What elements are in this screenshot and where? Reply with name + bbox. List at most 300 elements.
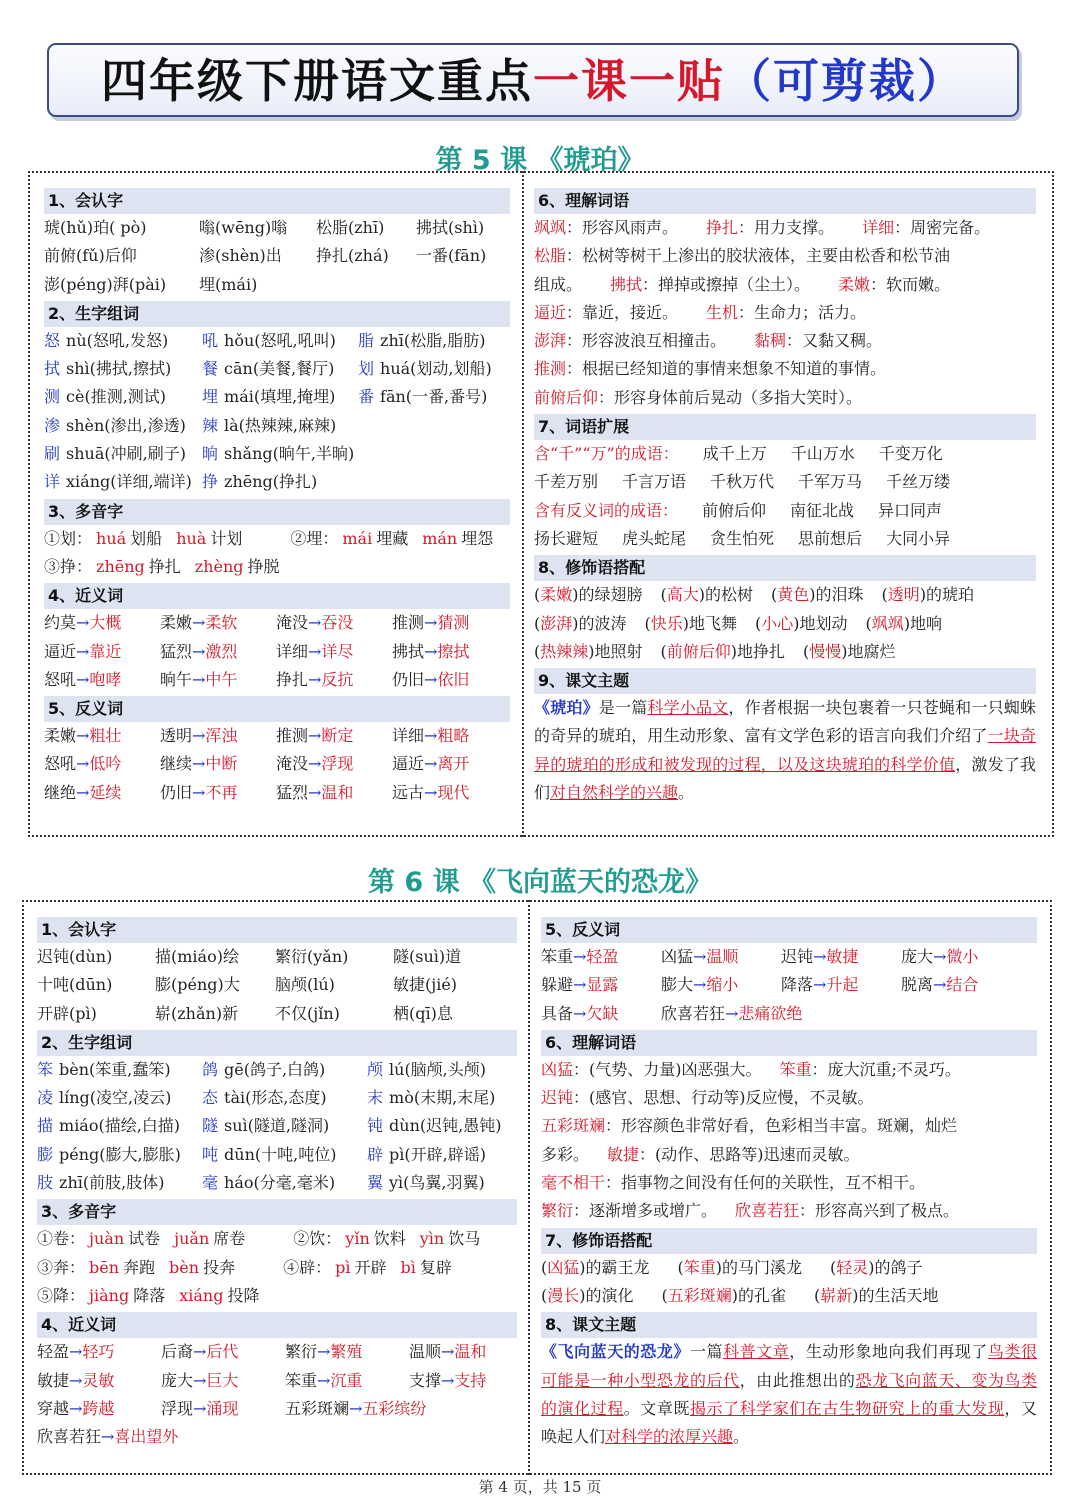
pinyin-words: yì(鸟翼,羽翼) xyxy=(389,1173,485,1193)
word: 详细 xyxy=(392,726,425,746)
pinyin-words: hǒu(怒吼,吼叫) xyxy=(224,330,336,350)
lesson6-divider xyxy=(528,900,530,1475)
character: 末 xyxy=(367,1088,384,1108)
word-pair xyxy=(541,943,661,971)
theme-text: 是一篇 xyxy=(598,698,648,718)
related-word: 轻盈 xyxy=(586,947,619,966)
related-word: 反抗 xyxy=(321,669,354,689)
table-row xyxy=(541,1056,1037,1084)
character: 餐 xyxy=(202,359,219,379)
section-header: 2、生字组词 xyxy=(44,301,510,327)
word: 降落 xyxy=(781,975,814,995)
cell-text: 隧(suì)道 xyxy=(393,947,462,966)
text-part: 前俯后仰 xyxy=(702,500,767,520)
cell-text: 嗡(wēng)嗡 xyxy=(199,218,288,237)
cell-text: 迟钝(dùn) xyxy=(37,947,113,966)
word-pair xyxy=(276,638,392,666)
arrow-icon: → xyxy=(573,975,587,995)
cell-text: 松脂(zhī) xyxy=(316,218,385,237)
table-row xyxy=(37,943,517,971)
arrow-icon: → xyxy=(76,782,90,802)
arrow-icon: → xyxy=(192,641,206,661)
table-row xyxy=(44,440,510,468)
pinyin: huà xyxy=(176,528,207,548)
text-part: 思前想后 xyxy=(798,528,863,548)
theme-text: 揭示了科学家们在古生物研究上的重大发现 xyxy=(689,1398,1005,1418)
text-part: 拂拭 xyxy=(610,274,643,294)
arrow-icon: → xyxy=(192,726,206,746)
text-part: 黏稠 xyxy=(754,331,787,351)
arrow-icon: → xyxy=(308,641,322,661)
segment xyxy=(534,384,862,412)
text-part: 透明 xyxy=(887,585,920,605)
related-word: 激烈 xyxy=(205,641,238,661)
table-row xyxy=(37,1254,517,1282)
arrow-icon: → xyxy=(441,1370,455,1390)
pinyin-words: zhī(前肢,肢体) xyxy=(59,1173,165,1193)
text-part: ：(气势、力量)凶恶强大。 xyxy=(573,1059,762,1079)
table-row xyxy=(534,610,1036,638)
text-part: 五彩斑斓 xyxy=(667,1285,732,1305)
table-row xyxy=(44,327,510,355)
text-part: ( xyxy=(881,585,888,605)
segment xyxy=(534,497,678,525)
arrow-icon: → xyxy=(69,1342,83,1362)
lesson5-right-column xyxy=(534,186,1036,807)
section-header: 8、修饰语搭配 xyxy=(534,555,1036,581)
word: 仍旧 xyxy=(392,669,425,689)
word: 后裔 xyxy=(161,1342,194,1362)
word-pair xyxy=(44,666,160,694)
word: 躲避 xyxy=(541,975,574,995)
segment xyxy=(661,638,786,666)
text-part: 敏捷 xyxy=(607,1144,640,1164)
segment xyxy=(710,468,774,496)
text-part: )地划动 xyxy=(793,613,848,633)
character: 膨 xyxy=(37,1144,54,1164)
segment xyxy=(645,610,738,638)
word-group xyxy=(44,412,202,440)
word: 继续 xyxy=(160,754,193,774)
word: 柔嫩 xyxy=(44,726,77,746)
segment xyxy=(735,1197,959,1225)
word: 埋怨 xyxy=(461,528,494,548)
table-row xyxy=(541,971,1037,999)
text-part: ( xyxy=(677,1257,684,1277)
related-word: 依旧 xyxy=(437,669,470,689)
pinyin: juàn xyxy=(89,1229,125,1249)
text-part: 挣扎 xyxy=(706,218,739,237)
table-row xyxy=(534,468,1036,496)
word: 轻盈 xyxy=(37,1342,70,1362)
segment xyxy=(814,1282,939,1310)
text-part: ( xyxy=(534,641,541,661)
pinyin-words: líng(凌空,凌云) xyxy=(59,1088,172,1108)
section-header: 4、近义词 xyxy=(44,583,510,609)
word-pair xyxy=(161,1367,285,1395)
text-part: ：逐渐增多或增广。 xyxy=(573,1201,718,1221)
arrow-icon: → xyxy=(76,754,90,774)
table-row xyxy=(534,525,1036,553)
word: ①卷： xyxy=(37,1229,86,1249)
text-part: )的马门溪龙 xyxy=(715,1257,803,1277)
segment xyxy=(534,355,886,383)
arrow-icon: → xyxy=(101,1427,115,1447)
banner-title: 四年级下册语文重点 xyxy=(101,54,533,108)
segment xyxy=(622,468,686,496)
pinyin-words: gē(鸽子,白鸽) xyxy=(224,1059,326,1079)
cell-text: 膨(péng)大 xyxy=(155,975,240,995)
pinyin-words: tài(形态,态度) xyxy=(224,1088,327,1108)
character: 辣 xyxy=(202,415,219,435)
pinyin-words: cān(美餐,餐厅) xyxy=(224,359,335,379)
text-part: ( xyxy=(644,613,651,633)
arrow-icon: → xyxy=(693,975,707,995)
word-pair xyxy=(37,1338,161,1366)
word: ②饮： xyxy=(293,1229,342,1249)
pinyin-words: fān(一番,番号) xyxy=(380,387,488,407)
arrow-icon: → xyxy=(933,975,947,995)
theme-text: 对自然科学的兴趣 xyxy=(550,783,679,803)
table-row xyxy=(37,1112,517,1140)
lesson6-title: 第 6 课 《飞向蓝天的恐龙》 xyxy=(368,867,712,898)
table-row xyxy=(37,1084,517,1112)
pinyin: jiàng xyxy=(89,1285,130,1305)
arrow-icon: → xyxy=(308,613,322,633)
table-row xyxy=(44,412,510,440)
pinyin-words: shì(拂拭,擦拭) xyxy=(66,359,172,379)
arrow-icon: → xyxy=(349,1398,363,1418)
word: 挣脱 xyxy=(247,556,280,576)
text-part: )地挣扎 xyxy=(730,641,786,661)
table-row xyxy=(44,214,510,242)
text-part: 黄色 xyxy=(777,585,810,605)
word-group xyxy=(37,1169,202,1197)
table-row xyxy=(534,581,1036,609)
word-pair xyxy=(392,638,508,666)
section-header: 9、课文主题 xyxy=(534,668,1036,694)
word: 详细 xyxy=(276,641,309,661)
arrow-icon: → xyxy=(76,641,90,661)
word: ②埋： xyxy=(290,528,339,548)
text-part: 柔嫩 xyxy=(540,585,573,605)
segment xyxy=(661,581,754,609)
table-row xyxy=(541,1169,1037,1197)
theme-text: 科学小品文 xyxy=(647,698,729,718)
related-word: 轻巧 xyxy=(82,1342,115,1362)
segment xyxy=(534,468,598,496)
segment xyxy=(790,497,854,525)
pinyin-words: dùn(迟钝,愚钝) xyxy=(389,1116,502,1136)
text-part: )地响 xyxy=(903,613,943,633)
word: 欣喜若狂 xyxy=(37,1427,102,1447)
arrow-icon: → xyxy=(725,1003,739,1023)
word-pair xyxy=(160,722,276,750)
arrow-icon: → xyxy=(317,1370,331,1390)
word: 推测 xyxy=(276,726,309,746)
section-header: 8、课文主题 xyxy=(541,1312,1037,1338)
related-word: 擦拭 xyxy=(437,641,470,661)
related-word: 涌现 xyxy=(206,1398,239,1418)
text-part: 轻灵 xyxy=(836,1257,869,1277)
table-row xyxy=(37,1423,517,1451)
cell-text: 澎(péng)湃(pài) xyxy=(44,274,167,294)
character: 渗 xyxy=(44,415,61,435)
word-group xyxy=(44,327,202,355)
pinyin-words: shèn(渗出,渗透) xyxy=(66,415,186,435)
arrow-icon: → xyxy=(193,1370,207,1390)
word-pair xyxy=(392,722,508,750)
theme-text: 。文章既 xyxy=(623,1398,690,1418)
word: 投奔 xyxy=(203,1257,236,1277)
segment xyxy=(534,299,678,327)
text-part: 南征北战 xyxy=(790,500,855,520)
segment xyxy=(791,440,855,468)
word-pair xyxy=(409,1367,517,1395)
related-word: 粗略 xyxy=(437,726,470,746)
segment xyxy=(706,214,834,242)
word: 穿越 xyxy=(37,1398,70,1418)
section-header: 4、近义词 xyxy=(37,1312,517,1338)
related-word: 猜测 xyxy=(437,613,470,633)
lesson6-left-column xyxy=(37,915,517,1451)
table-row xyxy=(541,1141,1037,1169)
related-word: 靠近 xyxy=(89,641,122,661)
related-word: 显露 xyxy=(586,975,619,995)
word-pair xyxy=(160,638,276,666)
table-row xyxy=(37,1141,517,1169)
text-part: 凶猛 xyxy=(541,1059,574,1079)
section-header: 7、修饰语搭配 xyxy=(541,1228,1037,1254)
text-part: )的演化 xyxy=(579,1285,634,1305)
text-part: 详细 xyxy=(862,218,895,237)
text-part: ：生命力；活力。 xyxy=(738,302,867,322)
text-part: ( xyxy=(541,1257,548,1277)
text-part: ( xyxy=(771,585,778,605)
word: 饮马 xyxy=(448,1229,481,1249)
arrow-icon: → xyxy=(76,613,90,633)
cell-text: 渗(shèn)出 xyxy=(199,246,282,266)
related-word: 悲痛欲绝 xyxy=(738,1003,803,1023)
table-row xyxy=(534,242,1036,270)
word: 挣扎 xyxy=(148,556,181,576)
segment xyxy=(534,638,643,666)
table-row xyxy=(44,750,510,778)
text-part: 千军万马 xyxy=(798,472,863,492)
word-group xyxy=(358,383,510,411)
text-part: ( xyxy=(865,613,872,633)
arrow-icon: → xyxy=(933,947,947,966)
word: 晌午 xyxy=(160,669,193,689)
related-word: 浮现 xyxy=(321,754,354,774)
word-pair xyxy=(160,779,276,807)
related-word: 中断 xyxy=(205,754,238,774)
word-group xyxy=(202,440,358,468)
text-part: ：指事物之间没有任何的关联性，互不相干。 xyxy=(605,1173,926,1193)
pinyin-words: nù(怒吼,发怒) xyxy=(66,330,169,350)
word: 欣喜若狂 xyxy=(661,1003,726,1023)
theme-text: 一篇 xyxy=(689,1342,724,1362)
text-part: )的琥珀 xyxy=(919,585,975,605)
word-group xyxy=(37,1084,202,1112)
word-group xyxy=(202,1169,367,1197)
arrow-icon: → xyxy=(69,1370,83,1390)
word: ③挣： xyxy=(44,556,93,576)
table-row xyxy=(541,943,1037,971)
related-word: 繁殖 xyxy=(330,1342,363,1362)
pinyin: xiáng xyxy=(179,1285,224,1305)
arrow-icon: → xyxy=(317,1342,331,1362)
word-pair xyxy=(901,943,1021,971)
word: ⑤降： xyxy=(37,1285,86,1305)
word-group xyxy=(202,468,358,496)
related-word: 巨大 xyxy=(206,1370,239,1390)
pinyin-words: xiáng(详细,端详) xyxy=(66,472,192,492)
word: 猛烈 xyxy=(276,782,309,802)
word-pair xyxy=(161,1338,285,1366)
arrow-icon: → xyxy=(193,1342,207,1362)
related-word: 微小 xyxy=(946,947,979,966)
word-pair xyxy=(37,1395,161,1423)
section-header: 5、反义词 xyxy=(44,696,510,722)
segment xyxy=(610,271,810,299)
related-word: 延续 xyxy=(89,782,122,802)
word: 五彩斑斓 xyxy=(285,1398,350,1418)
table-row xyxy=(541,1000,1037,1028)
pinyin: bēn xyxy=(89,1257,120,1277)
cell-text: 敏捷(jié) xyxy=(393,975,458,995)
section-header: 3、多音字 xyxy=(37,1199,517,1225)
pinyin-words: là(热辣辣,麻辣) xyxy=(224,415,337,435)
text-part: 松脂 xyxy=(534,246,567,266)
character: 埋 xyxy=(202,387,219,407)
cell-text: 栖(qī)息 xyxy=(393,1003,453,1023)
word-group xyxy=(202,355,358,383)
table-row xyxy=(541,1112,1037,1140)
character: 刷 xyxy=(44,444,61,464)
text-part: 贪生怕死 xyxy=(710,528,775,548)
text-part: 千山万水 xyxy=(790,444,855,464)
segment xyxy=(886,468,950,496)
arrow-icon: → xyxy=(308,726,322,746)
character: 笨 xyxy=(37,1059,54,1079)
word-pair xyxy=(276,779,392,807)
text-part: )地照射 xyxy=(588,641,643,661)
table-row xyxy=(37,1338,517,1366)
word: 埋藏 xyxy=(376,528,409,548)
word: 开辟 xyxy=(354,1257,387,1277)
word: 计划 xyxy=(210,528,243,548)
related-word: 欠缺 xyxy=(586,1003,619,1023)
related-word: 结合 xyxy=(946,975,979,995)
table-row xyxy=(44,722,510,750)
character: 辟 xyxy=(367,1144,384,1164)
character: 划 xyxy=(358,359,375,379)
word-pair xyxy=(37,1367,161,1395)
arrow-icon: → xyxy=(424,641,438,661)
segment xyxy=(678,1254,803,1282)
text-part: 多彩。 xyxy=(541,1144,590,1164)
arrow-icon: → xyxy=(192,754,206,774)
word: 浮现 xyxy=(161,1398,194,1418)
table-row xyxy=(534,327,1036,355)
segment xyxy=(662,1282,787,1310)
cell-text: 挣扎(zhá) xyxy=(316,246,389,266)
word-pair xyxy=(44,638,160,666)
pinyin: mán xyxy=(422,528,458,548)
text-part: ( xyxy=(660,641,667,661)
arrow-icon: → xyxy=(424,782,438,802)
text-part: )的生活天地 xyxy=(852,1285,939,1305)
table-row xyxy=(534,299,1036,327)
character: 肢 xyxy=(37,1173,54,1193)
arrow-icon: → xyxy=(693,947,707,966)
word: 支撑 xyxy=(409,1370,442,1390)
segment xyxy=(541,1056,762,1084)
related-word: 灵敏 xyxy=(82,1370,115,1390)
cell-text: 繁衍(yǎn) xyxy=(275,947,349,966)
text-part: 异口同声 xyxy=(878,500,943,520)
text-part: 千言万语 xyxy=(622,472,687,492)
character: 晌 xyxy=(202,444,219,464)
text-part: 大同小异 xyxy=(886,528,951,548)
section-header: 3、多音字 xyxy=(44,499,510,525)
related-word: 咆哮 xyxy=(89,669,122,689)
table-row xyxy=(534,384,1036,412)
character: 凌 xyxy=(37,1088,54,1108)
word-group xyxy=(44,383,202,411)
table-row xyxy=(44,383,510,411)
word-group xyxy=(202,1112,367,1140)
theme-text: 《琥珀》 xyxy=(534,698,599,718)
arrow-icon: → xyxy=(193,1398,207,1418)
word-pair xyxy=(409,1338,517,1366)
table-row xyxy=(44,242,510,270)
related-word: 断定 xyxy=(321,726,354,746)
segment xyxy=(879,440,943,468)
theme-text: 科普文章 xyxy=(723,1342,790,1362)
word-pair xyxy=(160,666,276,694)
related-word: 缩小 xyxy=(706,975,739,995)
text-part: 澎湃 xyxy=(534,331,567,351)
text-part: 崭新 xyxy=(820,1285,853,1305)
banner-highlight: 一课一贴 xyxy=(533,54,725,108)
word: 脱离 xyxy=(901,975,934,995)
word-pair xyxy=(285,1367,409,1395)
table-row xyxy=(44,271,510,299)
character: 鸽 xyxy=(202,1059,219,1079)
text-part: ：(动作、思路等)迅速而灵敏。 xyxy=(639,1144,860,1164)
text-part: 五彩斑斓 xyxy=(541,1116,606,1136)
word: 膨大 xyxy=(661,975,694,995)
text-part: 千秋万代 xyxy=(710,472,775,492)
text-part: )的鸽子 xyxy=(868,1257,923,1277)
segment xyxy=(771,581,864,609)
cell-text: 前俯(fǔ)后仰 xyxy=(44,246,137,266)
theme-text: ，生动形象地向我们再现了 xyxy=(789,1342,988,1362)
table-row xyxy=(44,609,510,637)
theme-paragraph xyxy=(541,1338,1037,1451)
text-part: 澎湃 xyxy=(540,613,573,633)
segment xyxy=(866,610,943,638)
table-row xyxy=(44,779,510,807)
segment xyxy=(702,497,766,525)
table-row xyxy=(541,1084,1037,1112)
cell-text xyxy=(316,271,416,299)
segment xyxy=(862,214,990,242)
section-header: 1、会认字 xyxy=(37,917,517,943)
text-part: )的波涛 xyxy=(572,613,627,633)
